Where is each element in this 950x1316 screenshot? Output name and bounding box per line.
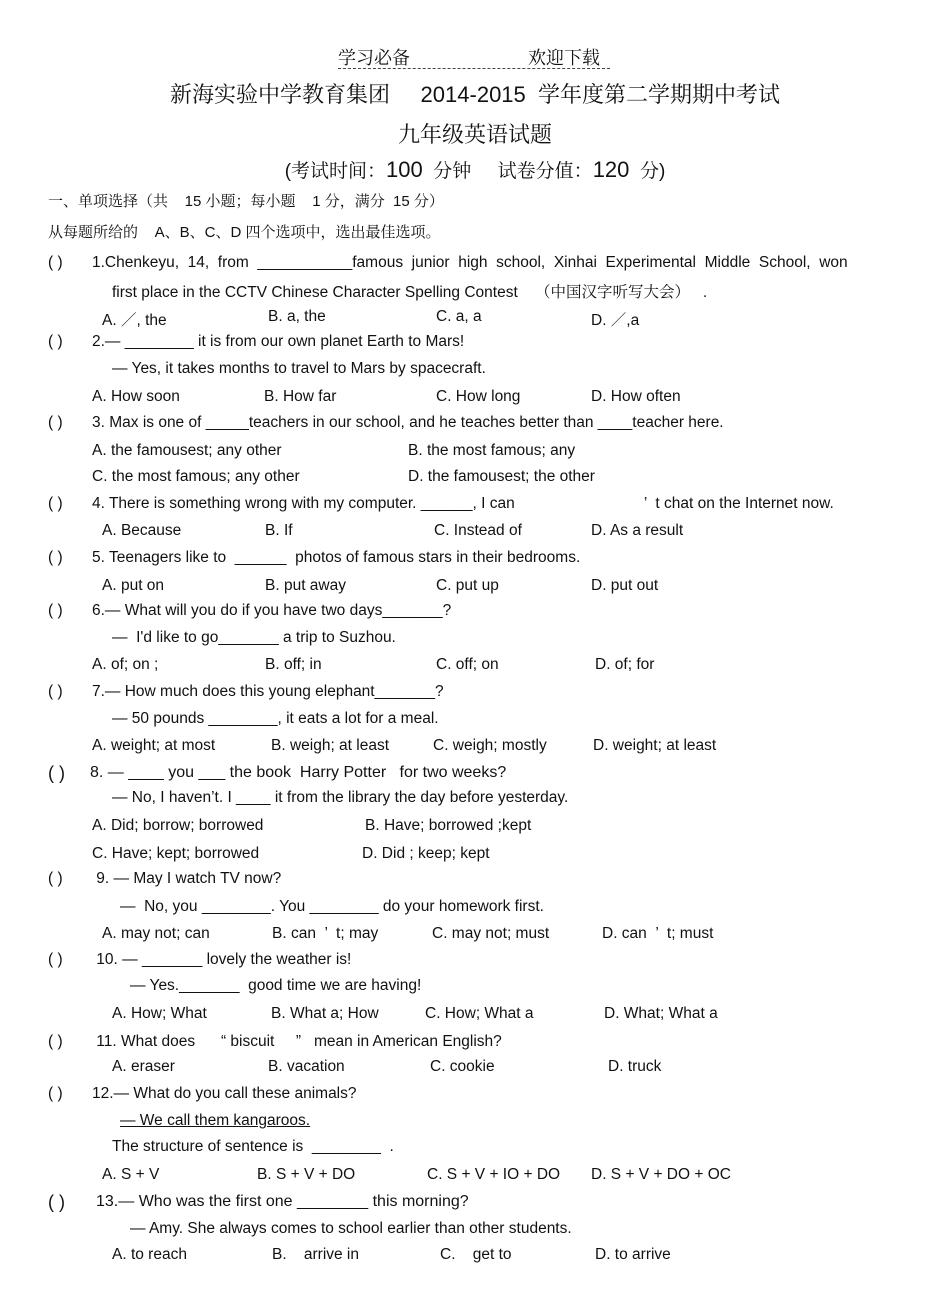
question-text: — Yes, it takes months to travel to Mars by spacecraft. [112, 360, 486, 377]
option-d: D. put out [591, 577, 659, 594]
header-divider [338, 68, 610, 69]
option-b: B. put away [265, 577, 346, 594]
option-c: C. Instead of [434, 522, 522, 539]
option-d: D. to arrive [595, 1246, 671, 1263]
section-heading: 一、单项选择（共 15 小题；每小题 1 分，满分 15 分） [48, 193, 444, 210]
question-text: 4. There is something wrong with my computer. ______, I can ’ t chat on the Internet now. [92, 495, 834, 512]
question-text: first place in the CCTV Chinese Character Spelling Contest （中国汉字听写大会） . [112, 284, 708, 301]
option-d: D. What; What a [604, 1005, 718, 1022]
exam-info-prefix: (考试时间： [284, 161, 387, 182]
option-a: A. How soon [92, 388, 180, 405]
option-b: B. If [265, 522, 293, 539]
option-a: A. Did; borrow; borrowed [92, 817, 264, 834]
option-a: A. of; on ; [92, 656, 159, 673]
answer-blank[interactable]: ( ) [48, 1192, 65, 1212]
question-text: — Yes._______ good time we are having! [130, 977, 422, 994]
question-text: 11. What does “ biscuit ” mean in American English? [92, 1033, 502, 1050]
question-text: — No, I haven’t. I ____ it from the library the day before yesterday. [112, 789, 569, 806]
question-text: 2.— ________ it is from our own planet Earth to Mars! [92, 333, 465, 350]
option-d: D. Did ; keep; kept [362, 845, 490, 862]
header-right-text: 欢迎下载 [528, 48, 600, 68]
option-a: A. put on [102, 577, 165, 594]
question-text-underlined: — We call them kangaroos. [120, 1112, 311, 1129]
answer-blank[interactable]: ( ) [48, 333, 63, 350]
question-text: — No, you ________. You ________ do your homework first. [120, 898, 544, 915]
option-a: A. S + V [102, 1166, 160, 1183]
option-a: A. ／, the [102, 312, 167, 329]
option-a: A. may not; can [102, 925, 210, 942]
question-text: 1.Chenkeyu, 14, from ___________famous junior high school, Xinhai Experimental Middle School, won [92, 254, 848, 271]
option-d: D. How often [591, 388, 681, 405]
section-instruction: 从每题所给的 A、B、C、D 四个选项中，选出最佳选项。 [48, 224, 441, 241]
option-c: C. put up [436, 577, 499, 594]
option-d: D. the famousest; the other [408, 468, 595, 485]
option-d: D. of; for [595, 656, 655, 673]
option-b: B. arrive in [272, 1246, 359, 1263]
header-left-text: 学习必备 [338, 48, 410, 68]
option-c: C. get to [440, 1246, 512, 1263]
exam-info-mid: 分钟 试卷分值： [422, 161, 593, 182]
answer-blank[interactable]: ( ) [48, 254, 63, 271]
answer-blank[interactable]: ( ) [48, 1033, 63, 1050]
answer-blank[interactable]: ( ) [48, 495, 63, 512]
option-d: D. ／,a [591, 312, 640, 329]
page-header [0, 44, 950, 70]
option-b: B. S + V + DO [257, 1166, 356, 1183]
option-c: C. weigh; mostly [433, 737, 547, 754]
answer-blank[interactable]: ( ) [48, 414, 63, 431]
question-text: 3. Max is one of _____teachers in our school, and he teaches better than ____teacher here. [92, 414, 724, 431]
option-d: D. As a result [591, 522, 684, 539]
question-text: 7.— How much does this young elephant_______? [92, 683, 444, 700]
option-c: C. cookie [430, 1058, 495, 1075]
option-c: C. a, a [436, 308, 482, 325]
option-c: C. may not; must [432, 925, 550, 942]
question-text: — Amy. She always comes to school earlier than other students. [130, 1220, 572, 1237]
exam-time: 100 [386, 157, 423, 182]
option-d: D. weight; at least [593, 737, 717, 754]
exam-subtitle: 九年级英语试题 [397, 122, 552, 147]
option-b: B. off; in [265, 656, 322, 673]
option-b: B. the most famous; any [408, 442, 576, 459]
option-b: B. What a; How [271, 1005, 379, 1022]
answer-blank[interactable]: ( ) [48, 602, 63, 619]
exam-score: 120 [592, 157, 630, 182]
question-text: The structure of sentence is ________ . [112, 1138, 394, 1155]
exam-info [0, 156, 950, 183]
answer-blank[interactable]: ( ) [48, 951, 63, 968]
answer-blank[interactable]: ( ) [48, 870, 63, 887]
question-text: 12.— What do you call these animals? [92, 1085, 357, 1102]
exam-title: 新海实验中学教育集团 2014-2015 学年度第二学期期中考试 [170, 82, 780, 107]
option-c: C. Have; kept; borrowed [92, 845, 260, 862]
question-text: 13.— Who was the first one ________ this morning? [96, 1193, 469, 1210]
option-a: A. eraser [112, 1058, 175, 1075]
option-b: B. a, the [268, 308, 326, 325]
question-text: 9. — May I watch TV now? [92, 870, 282, 887]
option-c: C. off; on [436, 656, 499, 673]
option-a: A. How; What [112, 1005, 207, 1022]
question-text: 5. Teenagers like to ______ photos of famous stars in their bedrooms. [92, 549, 581, 566]
option-c: C. How long [436, 388, 521, 405]
option-d: D. S + V + DO + OC [591, 1166, 731, 1183]
exam-info-suffix: 分) [629, 161, 666, 182]
option-d: D. truck [608, 1058, 662, 1075]
option-a: A. weight; at most [92, 737, 216, 754]
answer-blank[interactable]: ( ) [48, 763, 65, 783]
option-c: C. the most famous; any other [92, 468, 300, 485]
answer-blank[interactable]: ( ) [48, 549, 63, 566]
option-a: A. to reach [112, 1246, 187, 1263]
option-b: B. Have; borrowed ;kept [365, 817, 532, 834]
option-d: D. can ’ t; must [602, 925, 714, 942]
question-text: — 50 pounds ________, it eats a lot for a meal. [112, 710, 439, 727]
question-text: 6.— What will you do if you have two days_______? [92, 602, 452, 619]
question-text: 8. — ____ you ___ the book Harry Potter for two weeks? [90, 764, 507, 781]
option-a: A. the famousest; any other [92, 442, 282, 459]
option-c: C. S + V + IO + DO [427, 1166, 561, 1183]
question-text: 10. — _______ lovely the weather is! [92, 951, 352, 968]
answer-blank[interactable]: ( ) [48, 1085, 63, 1102]
option-a: A. Because [102, 522, 182, 539]
option-b: B. can ’ t; may [272, 925, 379, 942]
answer-blank[interactable]: ( ) [48, 683, 63, 700]
question-text: — I'd like to go_______ a trip to Suzhou. [112, 629, 396, 646]
option-b: B. weigh; at least [271, 737, 390, 754]
option-c: C. How; What a [425, 1005, 534, 1022]
option-b: B. vacation [268, 1058, 345, 1075]
option-b: B. How far [264, 388, 337, 405]
